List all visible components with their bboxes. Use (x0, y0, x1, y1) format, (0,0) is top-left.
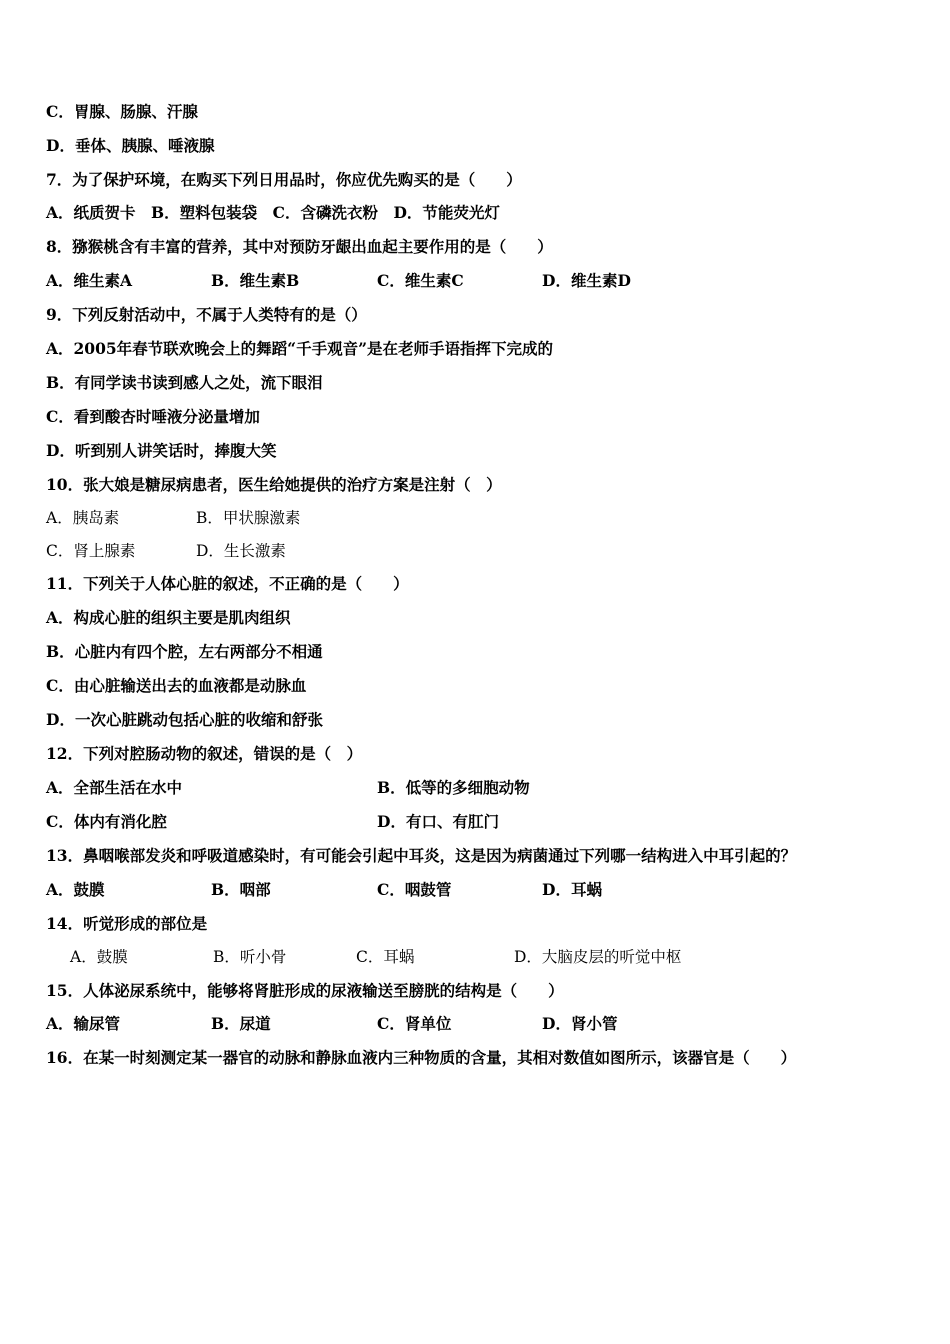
q8-option-b: B．维生素B (211, 271, 300, 290)
question-11: 11．下列关于人体心脏的叙述，不正确的是（ ） (46, 574, 409, 593)
q13-option-b: B．咽部 (211, 880, 271, 899)
question-10: 10．张大娘是糖尿病患者，医生给她提供的治疗方案是注射（ ） (46, 475, 502, 494)
q6-option-c: C．胃腺、肠腺、汗腺 (46, 102, 198, 121)
q15-option-c: C．肾单位 (377, 1014, 452, 1033)
q14-option-c: C．耳蜗 (356, 948, 415, 966)
q13-option-a: A．鼓膜 (46, 880, 105, 899)
q6-option-d: D．垂体、胰腺、唾液腺 (46, 136, 215, 155)
q10-option-d: D．生长激素 (196, 542, 286, 560)
q14-option-d: D．大脑皮层的听觉中枢 (514, 948, 682, 966)
q7-options: A．纸质贺卡 B．塑料包装袋 C．含磷洗衣粉 D．节能荧光灯 (46, 203, 500, 222)
q8-option-c: C．维生素C (377, 271, 464, 290)
q15-option-d: D．肾小管 (542, 1014, 618, 1033)
q9-option-d: D．听到别人讲笑话时，捧腹大笑 (46, 441, 277, 460)
question-14: 14．听觉形成的部位是 (46, 914, 208, 933)
q12-option-a: A．全部生活在水中 (46, 778, 183, 797)
q13-option-c: C．咽鼓管 (377, 880, 452, 899)
q8-option-a: A．维生素A (46, 271, 133, 290)
q15-option-a: A．输尿管 (46, 1014, 121, 1033)
question-8: 8．猕猴桃含有丰富的营养，其中对预防牙龈出血起主要作用的是（ ） (46, 237, 553, 256)
q15-option-b: B．尿道 (211, 1014, 271, 1033)
question-13: 13．鼻咽喉部发炎和呼吸道感染时，有可能会引起中耳炎，这是因为病菌通过下列哪一结构进入中耳引起的？ (46, 846, 797, 865)
question-16: 16．在某一时刻测定某一器官的动脉和静脉血液内三种物质的含量，其相对数值如图所示，该器官是（ ） (46, 1048, 797, 1067)
q12-option-d: D．有口、有肛门 (377, 812, 499, 831)
question-12: 12．下列对腔肠动物的叙述，错误的是（ ） (46, 744, 363, 763)
q12-option-b: B．低等的多细胞动物 (377, 778, 530, 797)
q8-option-d: D．维生素D (542, 271, 631, 290)
q9-option-c: C．看到酸杏时唾液分泌量增加 (46, 407, 260, 426)
q12-option-c: C．体内有消化腔 (46, 812, 167, 831)
q10-option-c: C．肾上腺素 (46, 542, 136, 560)
q14-option-a: A．鼓膜 (70, 948, 128, 966)
q11-option-d: D．一次心脏跳动包括心脏的收缩和舒张 (46, 710, 323, 729)
question-7: 7．为了保护环境，在购买下列日用品时，你应优先购买的是（ ） (46, 170, 522, 189)
q11-option-c: C．由心脏输送出去的血液都是动脉血 (46, 676, 307, 695)
q11-option-b: B．心脏内有四个腔，左右两部分不相通 (46, 642, 323, 661)
q13-option-d: D．耳蜗 (542, 880, 602, 899)
q10-option-a: A．胰岛素 (46, 509, 120, 527)
question-9: 9．下列反射活动中，不属于人类特有的是（） (46, 305, 367, 324)
q14-option-b: B．听小骨 (213, 948, 287, 966)
q10-option-b: B．甲状腺激素 (196, 509, 301, 527)
question-15: 15．人体泌尿系统中，能够将肾脏形成的尿液输送至膀胱的结构是（ ） (46, 981, 564, 1000)
q9-option-a: A．2005年春节联欢晚会上的舞蹈“千手观音”是在老师手语指挥下完成的 (46, 339, 553, 358)
q11-option-a: A．构成心脏的组织主要是肌肉组织 (46, 608, 291, 627)
q9-option-b: B．有同学读书读到感人之处，流下眼泪 (46, 373, 323, 392)
